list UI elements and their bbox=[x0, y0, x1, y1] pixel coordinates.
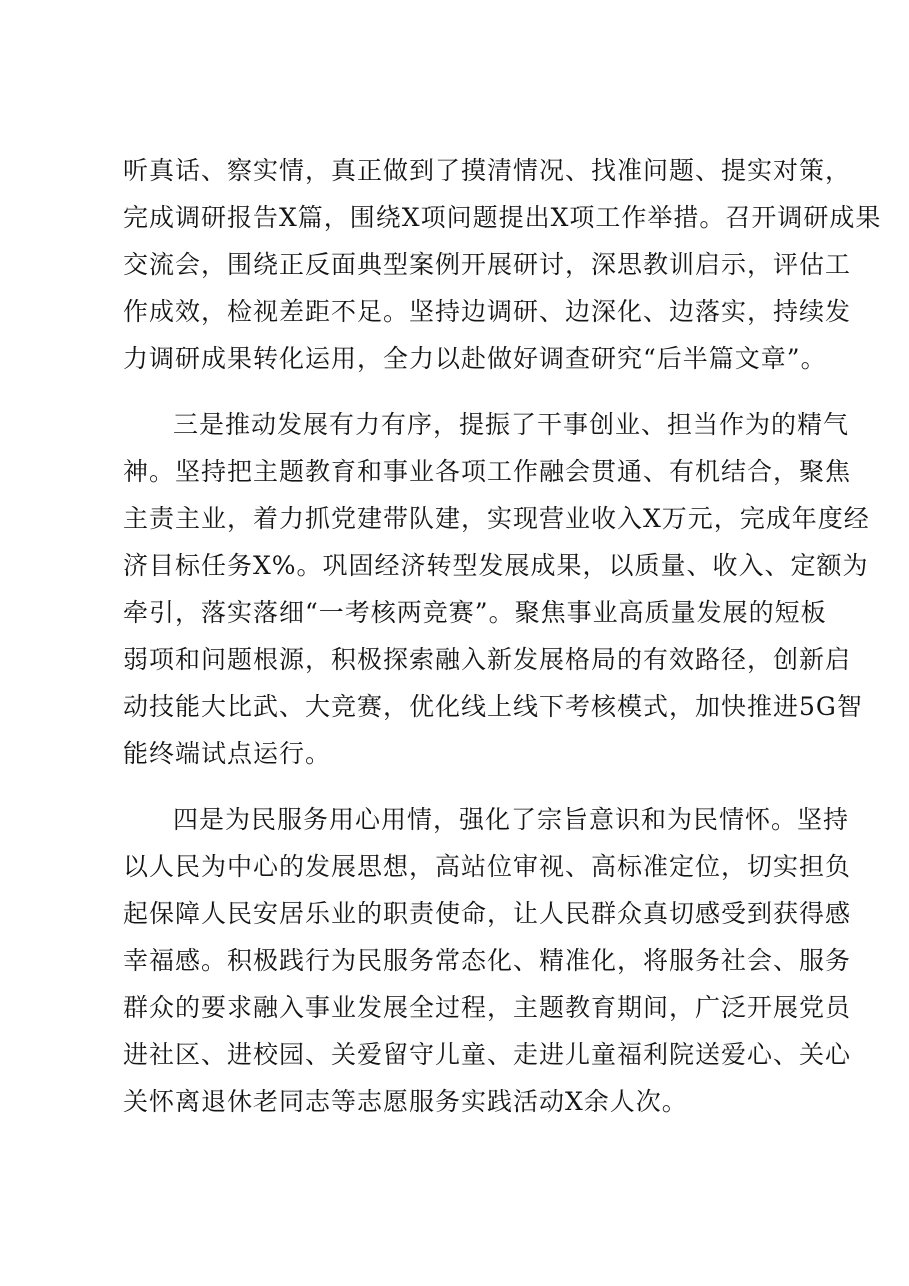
text-line: 三是推动发展有力有序，提振了干事创业、担当作为的精气 bbox=[173, 410, 850, 439]
text-line: 进社区、进校园、关爱留守儿童、走进儿童福利院送爱心、关心 bbox=[123, 1040, 852, 1069]
text-line: 弱项和问题根源，积极探索融入新发展格局的有效路径，创新启 bbox=[123, 645, 852, 674]
text-line: 作成效，检视差距不足。坚持边调研、边深化、边落实，持续发 bbox=[123, 297, 852, 326]
paragraph-development bbox=[123, 401, 870, 777]
text-line: 主责主业，着力抓党建带队建，实现营业收入X万元，完成年度经 bbox=[123, 504, 870, 533]
text-line: 听真话、察实情，真正做到了摸清情况、找准问题、提实对策， bbox=[123, 156, 852, 185]
text-line: 力调研成果转化运用，全力以赴做好调查研究“后半篇文章”。 bbox=[123, 344, 827, 373]
text-line: 动技能大比武、大竞赛，优化线上线下考核模式，加快推进5G智 bbox=[123, 692, 863, 721]
paragraph-spacer bbox=[123, 382, 823, 401]
document-body bbox=[123, 147, 882, 1125]
text-line: 幸福感。积极践行为民服务常态化、精准化，将服务社会、服务 bbox=[123, 946, 852, 975]
text-line: 牵引，落实落细“一考核两竞赛”。聚焦事业高质量发展的短板 bbox=[123, 598, 827, 627]
text-line: 济目标任务X%。巩固经济转型发展成果，以质量、收入、定额为 bbox=[123, 551, 869, 580]
text-line: 以人民为中心的发展思想，高站位审视、高标准定位，切实担负 bbox=[123, 852, 852, 881]
text-line: 群众的要求融入事业发展全过程，主题教育期间，广泛开展党员 bbox=[123, 993, 852, 1022]
text-line: 神。坚持把主题教育和事业各项工作融会贯通、有机结合，聚焦 bbox=[123, 457, 852, 486]
text-line: 起保障人民安居乐业的职责使命，让人民群众真切感受到获得感 bbox=[123, 899, 852, 928]
paragraph-continuation bbox=[123, 147, 882, 382]
text-line: 四是为民服务用心用情，强化了宗旨意识和为民情怀。坚持 bbox=[173, 805, 850, 834]
text-line: 完成调研报告X篇，围绕X项问题提出X项工作举措。召开调研成果 bbox=[123, 203, 882, 232]
paragraph-service bbox=[123, 796, 852, 1125]
text-line: 关怀离退休老同志等志愿服务实践活动X余人次。 bbox=[123, 1087, 688, 1116]
text-line: 交流会，围绕正反面典型案例开展研讨，深思教训启示，评估工 bbox=[123, 250, 852, 279]
paragraph-spacer bbox=[123, 777, 823, 796]
text-line: 能终端试点运行。 bbox=[123, 739, 332, 768]
